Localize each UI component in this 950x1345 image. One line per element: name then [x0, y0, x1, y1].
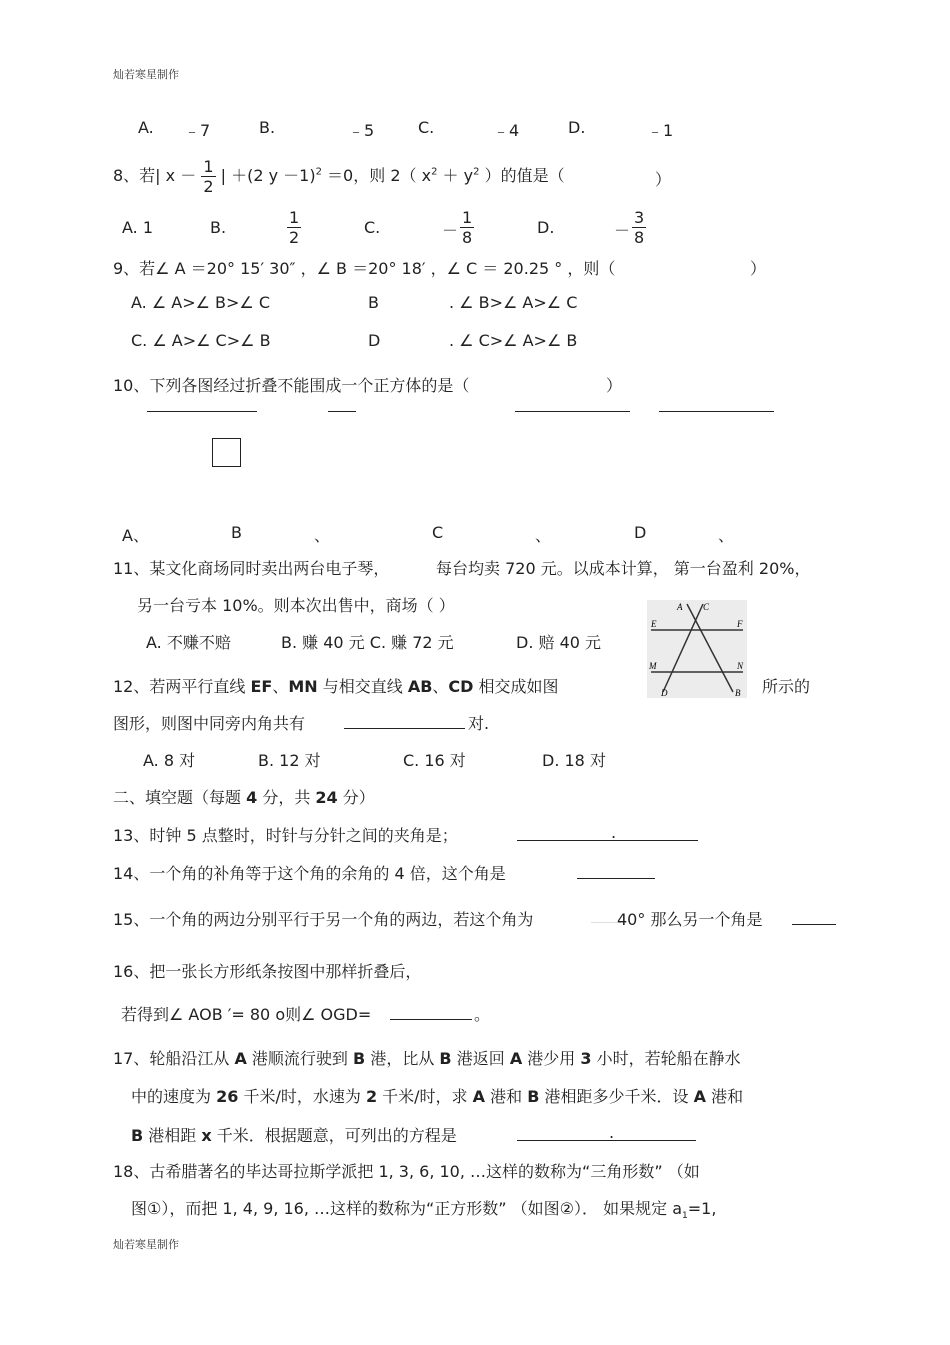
q8-option-d-fraction: [632, 208, 646, 247]
figure-label-d: D: [661, 688, 668, 698]
q11-option-a: A. 不赚不赔: [146, 633, 231, 652]
q8-number: 8、若|: [113, 166, 161, 185]
q12-sep2: 、: [432, 677, 449, 696]
q17-l2-mid3: 港和: [485, 1087, 528, 1106]
q12-unit: 对.: [468, 714, 490, 733]
q8-option-c-fraction: [460, 208, 474, 247]
q12-mid: 与相交直线: [317, 677, 408, 696]
q8-tail: ）的值是（: [484, 166, 565, 185]
q17-a1: A: [234, 1049, 247, 1068]
q9-option-d-letter: D: [368, 331, 381, 350]
q17-l1-mid2: 港，比从: [365, 1049, 440, 1068]
q18-end: =1,: [687, 1199, 717, 1218]
q12-answer-blank: [344, 728, 465, 729]
q15-stem: 15、一个角的两边分别平行于另一个角的两边，若这个角为: [113, 910, 534, 929]
q7-option-a-label: A.: [138, 118, 154, 137]
figure-label-c: C: [703, 602, 710, 612]
q17-l1-mid4: 港少用: [522, 1049, 581, 1068]
q17-b1: B: [353, 1049, 366, 1068]
section2-n2: 24: [315, 788, 338, 807]
q7-option-c-value: ﹣4: [493, 121, 520, 140]
q17-l3-post: 千米．根据题意，可列出的方程是: [211, 1126, 457, 1145]
q12-option-a: A. 8 对: [143, 751, 196, 770]
q9-option-a: A. ∠ A>∠ B>∠ C: [131, 293, 271, 312]
q8-close: ）: [655, 170, 672, 189]
q16-answer-blank: [390, 1019, 472, 1020]
q8-option-d-label: D.: [537, 218, 555, 237]
q8-option-c-label: C.: [364, 218, 381, 237]
q10-stem: 10、下列各图经过折叠不能围成一个正方体的是（: [113, 376, 470, 395]
q12-option-c: C. 16 对: [403, 751, 466, 770]
q11-line1a: 11、某文化商场同时卖出两台电子琴，: [113, 559, 390, 578]
q11-option-d: D. 赔 40 元: [516, 633, 602, 652]
q17-l1-pre: 17、轮船沿江从: [113, 1049, 235, 1068]
q8-option-b-label: B.: [210, 218, 227, 237]
figure-label-n: N: [737, 661, 744, 671]
q17-l1-mid3: 港返回: [451, 1049, 510, 1068]
q11-line2: 另一台亏本 10%。则本次出售中，商场（ ）: [137, 596, 455, 615]
q12-pre: 12、若两平行直线: [113, 677, 251, 696]
q17-line1: [113, 1046, 741, 1069]
q8-option-d-sign: －: [614, 221, 631, 240]
q12-stem: [113, 674, 559, 697]
q12-tail: 所示的: [762, 677, 811, 696]
q9-stem: 9、若∠ A ＝20° 15′ 30″ ，∠ B ＝20° 18′ ，∠ C ＝ 20.25 ° ，则（: [113, 259, 616, 278]
q8-eq: ＝0，则 2（ x: [327, 166, 432, 185]
q12-line2: 图形，则图中同旁内角共有: [113, 714, 306, 733]
q8-frac-den: 2: [203, 177, 214, 196]
q12-option-b: B. 12 对: [258, 751, 321, 770]
figure-label-a: A: [677, 602, 683, 612]
q10-option-b: B: [231, 523, 242, 542]
q10-close: ）: [606, 376, 623, 395]
page-footer: 灿若寒星制作: [113, 1238, 179, 1251]
q17-l1-post: 小时，若轮船在静水: [591, 1049, 741, 1068]
q16-line2: 若得到∠ AOB ′= 80 o则∠ OGD=: [121, 1005, 372, 1024]
q15-blank: [792, 924, 836, 925]
q17-v26: 26: [216, 1087, 239, 1106]
q12-cd: CD: [448, 677, 474, 696]
parallel-lines-figure: [647, 600, 747, 698]
q7-option-b-label: B.: [259, 118, 276, 137]
q17-a4: A: [693, 1087, 707, 1106]
figure-label-m: M: [649, 661, 657, 671]
q15-value: 40° 那么另一个角是: [617, 910, 763, 929]
q10-option-c: C: [432, 523, 444, 542]
q10-option-c-sep: 、: [535, 526, 552, 545]
q8-mid: | ＋(2 y －1): [220, 166, 316, 185]
q17-l3-mid: 港相距: [143, 1126, 202, 1145]
q12-ab: AB: [407, 677, 433, 696]
q17-dot: .: [609, 1123, 615, 1142]
section2-pre: 二、填空题（每题: [113, 788, 247, 807]
q9-option-d: . ∠ C>∠ A>∠ B: [449, 331, 578, 350]
q18-line2: [131, 1196, 716, 1221]
q7-option-b-value: ﹣5: [348, 121, 375, 140]
q8-b-num: 1: [289, 208, 300, 227]
q7-option-a-value: ﹣7: [184, 121, 211, 140]
q8-exp: 2: [315, 166, 322, 178]
q10-net-square: [212, 438, 241, 467]
q8-frac-num: 1: [203, 157, 214, 176]
q13-dot: .: [611, 823, 617, 842]
q8-c-num: 1: [462, 208, 473, 227]
q9-option-b-letter: B: [368, 293, 379, 312]
q17-three: 3: [580, 1049, 592, 1068]
q8-b-den: 2: [289, 228, 300, 247]
page-header: 灿若寒星制作: [113, 68, 179, 81]
q10-net-a-line: [147, 411, 257, 412]
q8-option-b-fraction: [287, 208, 301, 247]
q18-sub: 1: [682, 1211, 688, 1222]
q8-option-a: A. 1: [122, 218, 154, 237]
q10-option-d-sep: 、: [718, 526, 735, 545]
q8-c-den: 8: [462, 228, 473, 247]
q9-close: ）: [750, 259, 767, 278]
q11-option-b-c: B. 赚 40 元 C. 赚 72 元: [281, 633, 454, 652]
q9-option-c: C. ∠ A>∠ C>∠ B: [131, 331, 271, 350]
q10-net-b-line: [328, 411, 356, 412]
q8-stem: [113, 157, 565, 196]
section2-post: 分）: [337, 788, 375, 807]
section2-n1: 4: [246, 788, 258, 807]
q17-l2-mid2: 千米/时，求: [377, 1087, 473, 1106]
q16-end: 。: [474, 1005, 491, 1024]
q17-l2-post: 港和: [706, 1087, 744, 1106]
q10-net-d-line: [659, 411, 774, 412]
q17-a2: A: [509, 1049, 523, 1068]
q17-line2: [131, 1084, 743, 1107]
q17-answer-blank: [517, 1140, 696, 1141]
figure-label-f: F: [737, 619, 743, 629]
q17-line3: [131, 1123, 457, 1146]
q10-option-b-sep: 、: [314, 526, 331, 545]
q10-option-a: A、: [122, 526, 149, 545]
q14-stem: 14、一个角的补角等于这个角的余角的 4 倍，这个角是: [113, 864, 506, 883]
q7-option-d-value: ﹣1: [647, 121, 674, 140]
q17-b3: B: [527, 1087, 540, 1106]
figure-label-e: E: [651, 619, 657, 629]
q8-x: x －: [165, 166, 197, 185]
q17-a3: A: [472, 1087, 486, 1106]
q12-mn: MN: [288, 677, 318, 696]
q17-b4: B: [131, 1126, 144, 1145]
q8-exp3: 2: [473, 166, 480, 178]
q8-exp2: 2: [431, 166, 438, 178]
section2-mid: 分，共: [257, 788, 316, 807]
q12-option-d: D. 18 对: [542, 751, 606, 770]
q17-x: x: [201, 1126, 212, 1145]
q11-line1b: 每台均卖 720 元。以成本计算， 第一台盈利 20%，: [436, 559, 811, 578]
q8-option-c-sign: －: [442, 221, 459, 240]
q12-ef: EF: [250, 677, 273, 696]
q16-line1: 16、把一张长方形纸条按图中那样折叠后，: [113, 962, 422, 981]
q17-l2-pre: 中的速度为: [131, 1087, 217, 1106]
q7-option-d-label: D.: [568, 118, 586, 137]
q8-fraction-half: [201, 157, 215, 196]
q18-line2-text: 图①），而把 1, 4, 9, 16, …这样的数称为“正方形数” （如图②）． 如果规定 a: [131, 1199, 683, 1218]
q17-l2-mid4: 港相距多少千米．设: [539, 1087, 694, 1106]
q18-line1: 18、古希腊著名的毕达哥拉斯学派把 1, 3, 6, 10, …这样的数称为“三角形数” （如: [113, 1162, 700, 1181]
q8-d-num: 3: [634, 208, 645, 227]
figure-label-b: B: [735, 688, 741, 698]
q17-b2: B: [439, 1049, 452, 1068]
q12-sep1: 、: [272, 677, 289, 696]
q13-stem: 13、时钟 5 点整时，时针与分针之间的夹角是；: [113, 826, 458, 845]
q7-option-c-label: C.: [418, 118, 435, 137]
q13-answer-blank: [517, 840, 698, 841]
q10-net-c-line: [515, 411, 630, 412]
q17-l1-mid1: 港顺流行驶到: [246, 1049, 354, 1068]
figure-background: [647, 600, 747, 698]
q10-option-d: D: [634, 523, 647, 542]
section-2-heading: [113, 785, 375, 808]
q17-v2: 2: [365, 1087, 378, 1106]
q12-post: 相交成如图: [473, 677, 559, 696]
q17-l2-mid1: 千米/时，水速为: [238, 1087, 366, 1106]
q8-plus: ＋ y: [442, 166, 474, 185]
q14-answer-blank: [577, 878, 655, 879]
q9-option-b: . ∠ B>∠ A>∠ C: [449, 293, 578, 312]
q8-d-den: 8: [634, 228, 645, 247]
